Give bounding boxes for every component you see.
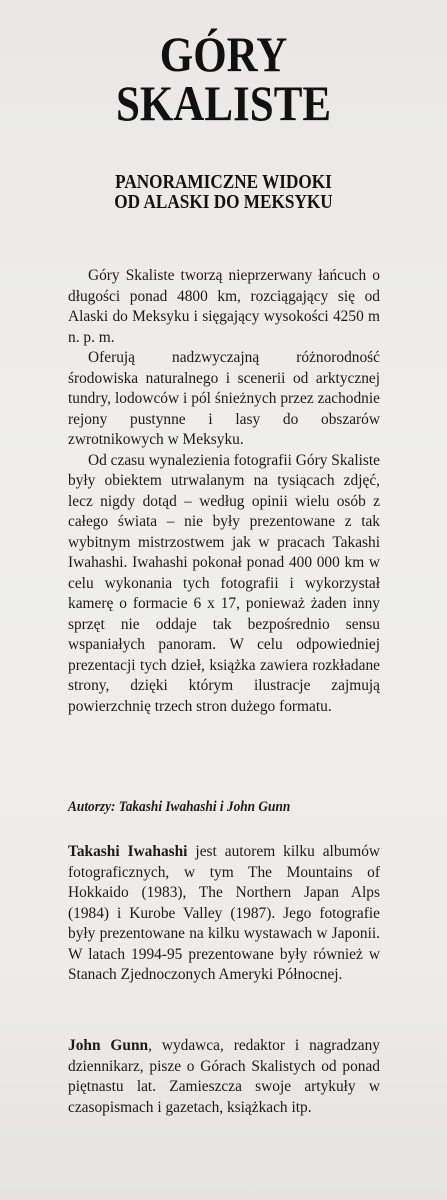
subtitle-line-1: PANORAMICZNE WIDOKI: [115, 171, 332, 193]
authors-heading: Autorzy: Takashi Iwahashi i John Gunn: [68, 799, 291, 815]
author-bio-text-gunn: , wydawca, redaktor i nagradzany dziennikarz, pisze o Górach Skalistych od ponad piętnastu lat. Zamieszcza swoje artykuły w czasopismach i gazetach, książkach itp.: [68, 1037, 380, 1116]
title-line-2: SKALISTE: [115, 75, 332, 131]
title-line-1: GÓRY: [159, 26, 288, 82]
paragraph-1: Góry Skaliste tworzą nieprzerwany łańcuch o długości ponad 4800 km, rozciągający się od Alaski do Meksyku i sięgający wysokości 4250 m n. p. m.: [68, 267, 380, 346]
subtitle-line-2: OD ALASKI DO MEKSYKU: [114, 191, 333, 213]
author-bio-iwahashi: [68, 842, 380, 986]
paragraph-2: Oferują nadzwyczajną różnorodność środowiska naturalnego i scenerii od arktycznej tundry, lodowców i pól śnieżnych przez zachodnie rejony pustynne i lasy do obszarów zwrotnikowych w Meksyku.: [68, 349, 380, 448]
author-bio-text-iwahashi: jest autorem kilku albumów fotograficznych, w tym The Mountains of Hokkaido (1983), The Northern Japan Alps (1984) i Kurobe Valley (1987). Jego fotografie były prezentowane na kilku wystawach w Japonii. W latach 1994-95 prezentowane były również w Stanach Zjednoczonych Ameryki Północnej.: [68, 843, 380, 983]
paragraph-3: Od czasu wynalezienia fotografii Góry Skaliste były obiektem utrwalanym na tysiącach zdjęć, lecz nigdy dotąd – według opinii wielu osób z całego świata – nie były prezentowane z tak wybitnym mistrzostwem jak w pracach Takashi Iwahashi. Iwahashi pokonał ponad 400 000 km w celu wykonania tych fotografii i wykorzystał kamerę o formacie 6 x 17, ponieważ żaden inny sprzęt nie oddaje tak bezpośrednio sensu wspaniałych panoram. W celu odpowiedniej prezentacji tych dzieł, książka zawiera rozkładane strony, dzięki którym ilustracje zajmują powierzchnię trzech stron dużego formatu.: [68, 451, 380, 715]
description-text: [68, 266, 380, 717]
author-bio-gunn: [68, 1036, 380, 1118]
author-name-iwahashi: Takashi Iwahashi: [68, 843, 188, 860]
author-name-gunn: John Gunn: [68, 1037, 149, 1054]
